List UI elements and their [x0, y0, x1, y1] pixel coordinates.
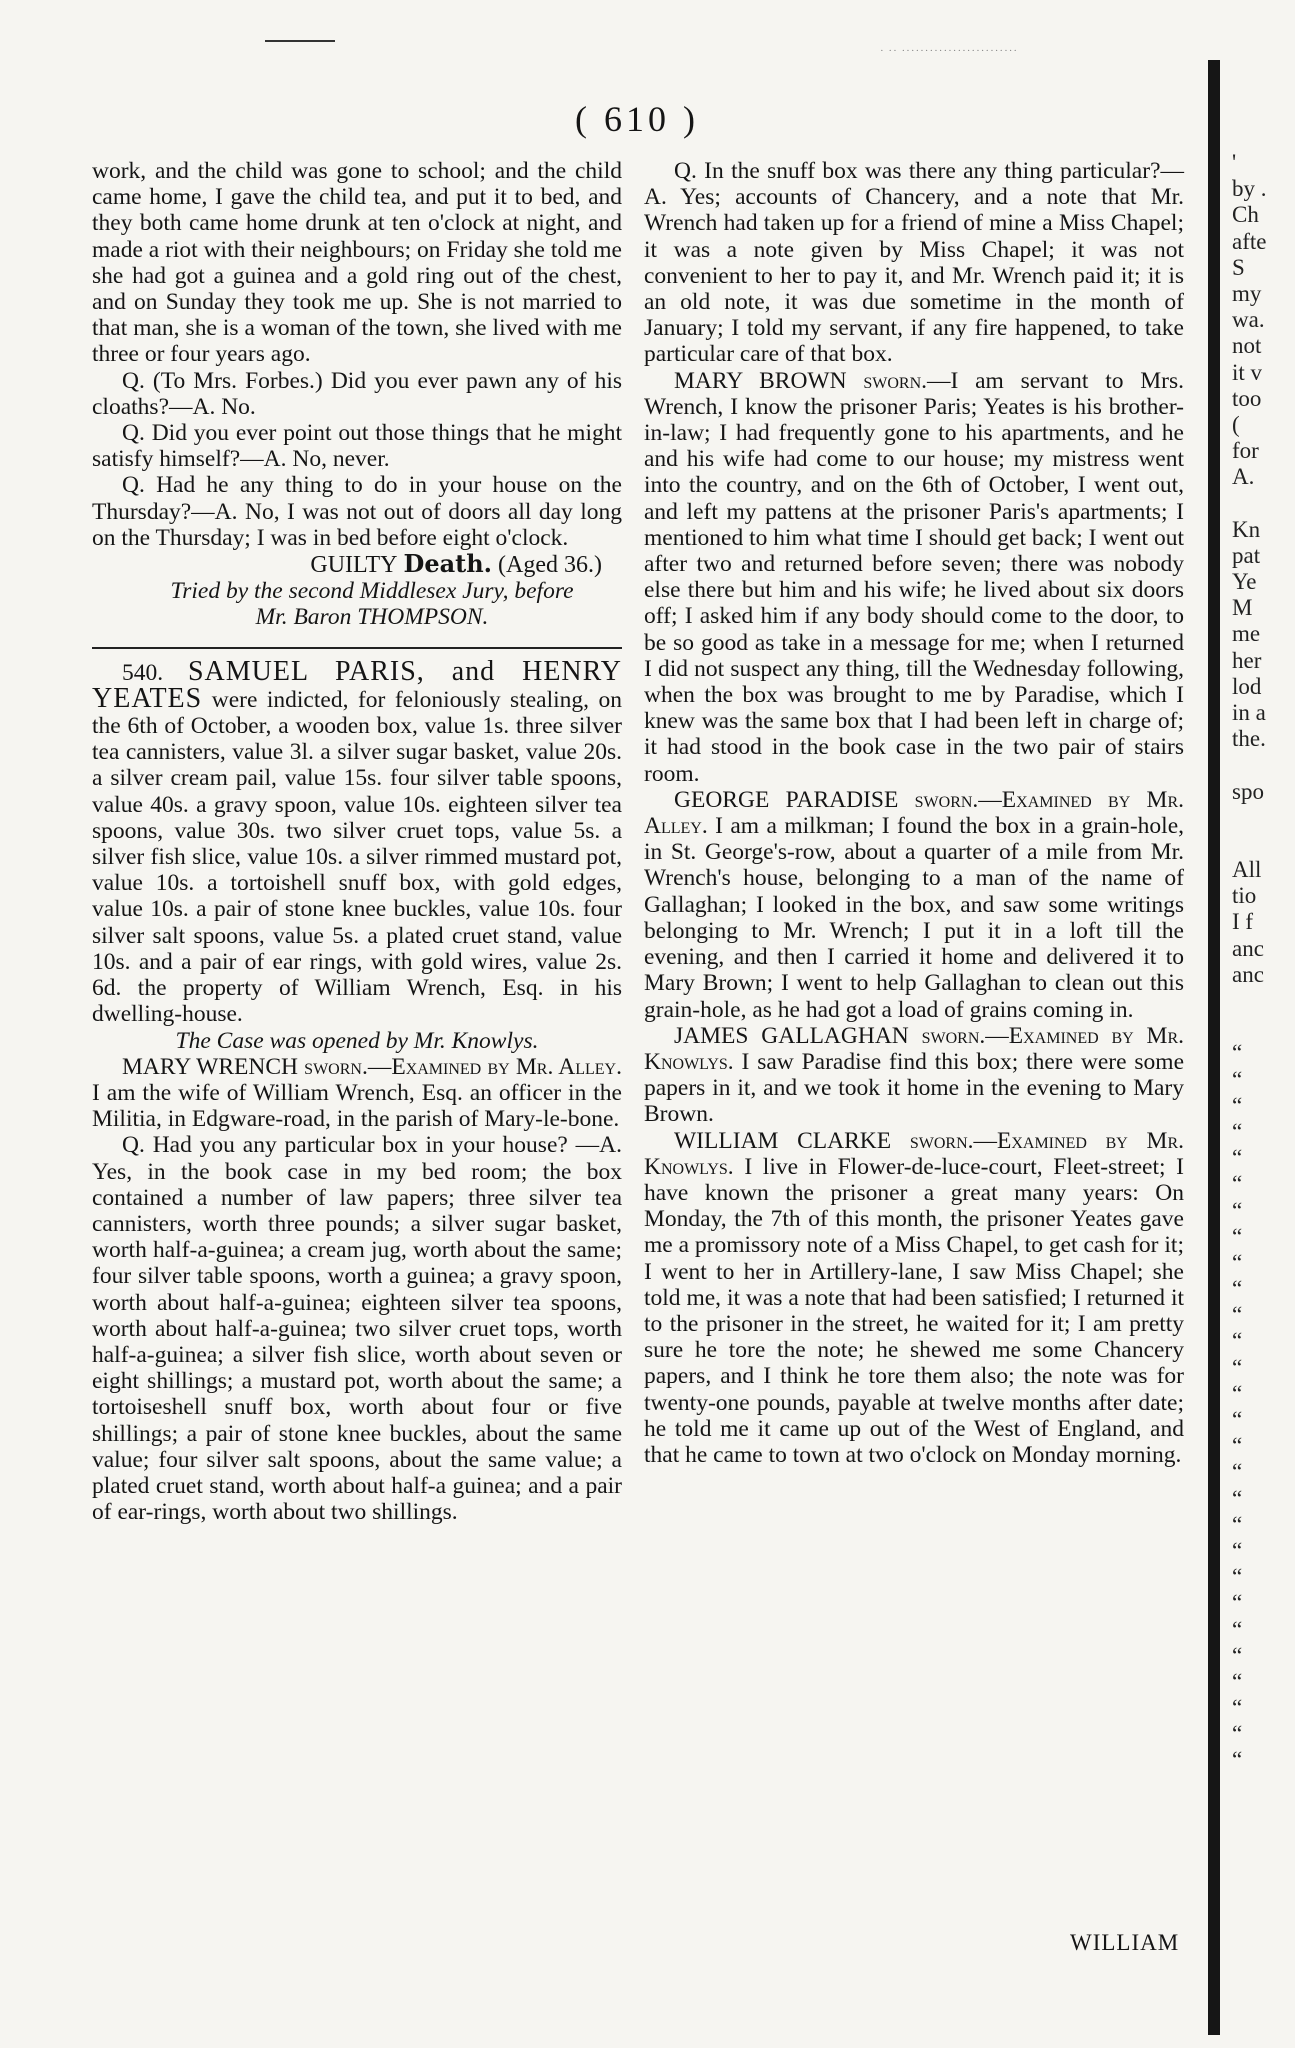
witness-paragraph	[644, 787, 1184, 1023]
defendant-names: SAMUEL PARIS, and HENRY YEATES	[92, 655, 622, 714]
fragment-line: Ye	[1232, 569, 1257, 594]
fragment-line	[1232, 805, 1295, 831]
adjacent-page-fragment	[1232, 150, 1295, 1774]
fragment-line: by .	[1232, 176, 1267, 202]
sentence: Death.	[403, 549, 493, 579]
fragment-line: '	[1232, 150, 1237, 175]
fragment-line: (	[1232, 411, 1240, 437]
fragment-line: me	[1232, 621, 1261, 647]
fragment-line: “	[1232, 1328, 1243, 1354]
fragment-line: “	[1232, 1564, 1243, 1590]
question-paragraph: Q. In the snuff box was there any thing particular?—A. Yes; accounts of Chancery, and a note that Mr. Wrench had taken up for a friend of mine a Miss Chapel; it was a note given by Miss Chapel; it was not convenient to her to pay it, and Mr. Wrench paid it; it is an old note, it was due sometime in the month of January; I told my servant, if any fire happened, to take particular care of that box.	[644, 158, 1184, 368]
witness-paragraph	[92, 1054, 622, 1133]
question-paragraph: Q. (To Mrs. Forbes.) Did you ever pawn any of his cloaths?—A. No.	[92, 367, 622, 420]
witness-heading: JAMES GALLAGHAN sworn.—Examined by Mr. Knowlys.	[644, 1022, 1184, 1075]
verdict-line	[92, 551, 602, 578]
fragment-line: “	[1232, 1066, 1243, 1092]
fragment-line: I f	[1232, 909, 1254, 935]
fragment-line: “	[1232, 1092, 1243, 1118]
fragment-line: “	[1232, 1721, 1243, 1747]
question-paragraph: Q. Did you ever point out those things that he might satisfy himself?—A. No, never.	[92, 420, 622, 473]
case-number: 540.	[122, 659, 164, 686]
witness-text: I am the wife of William Wrench, Esq. an officer in the Militia, in Edgware-road, in the parish of Mary-le-bone.	[92, 1079, 622, 1133]
fragment-line: “	[1232, 1511, 1243, 1537]
witness-text: I live in Flower-de-luce-court, Fleet-street; I have known the prisoner a great many years: On Monday, the 7th of this month, the prisoner Yeates gave me a promissory note of a Miss Chapel, to get cash for it; I went to her in Artillery-lane, I saw Miss Chapel; she told me, it was a note that had been satisfied; I returned it to the prisoner in the street, he waited for it; I am pretty sure he tore the note; he shewed me some Chancery papers, and I think he tore them also; the note was for twenty-one pounds, payable at twelve months after date; he told me it came up out of the West of England, and that he came to town at two o'clock on Monday morning.	[644, 1153, 1184, 1468]
fragment-line: pat	[1232, 542, 1261, 568]
fragment-line: not	[1232, 333, 1262, 359]
fragment-line: for	[1232, 438, 1259, 464]
fragment-line: it v	[1232, 359, 1263, 385]
fragment-line	[1232, 752, 1295, 778]
verdict: GUILTY	[310, 552, 398, 579]
fragment-line: “	[1232, 1459, 1243, 1485]
fragment-line: “	[1232, 1590, 1243, 1616]
witness-text: I saw Paradise find this box; there were some papers in it, and we took it home in the evening to Mary Brown.	[644, 1048, 1184, 1128]
witness-heading: WILLIAM CLARKE sworn.—Examined by Mr. Knowlys.	[644, 1127, 1184, 1180]
question-paragraph: Q. Had you any particular box in your house? —A. Yes, in the book case in my bed room; the box contained a number of law papers; three silver tea cannisters, worth three pounds; a silver sugar basket, worth half-a-guinea; a cream jug, worth about the same; four silver table spoons, worth a guinea; a gravy spoon, worth about half-a-guinea; eighteen silver tea spoons, worth about half-a-guinea; two silver cruet tops, worth half-a-guinea; a silver fish slice, worth about seven or eight shillings; a mustard pot, worth about the same; a tortoiseshell snuff box, worth about four or five shillings; a pair of stone knee buckles, about the same value; four silver salt spoons, about the same value; a plated cruet stand, worth about half-a guinea; and a pair of ear-rings, worth about two shillings.	[92, 1132, 622, 1526]
fragment-line: S	[1232, 254, 1245, 280]
witness-paragraph	[644, 1023, 1184, 1128]
top-rule	[265, 40, 335, 42]
fragment-line: “	[1232, 1302, 1243, 1328]
witness-text: I am a milkman; I found the box in a grain-hole, in St. George's-row, about a quarter of a mile from Mr. Wrench's house, belonging to a man of the name of Gallaghan; I looked in the box, and saw some writings belonging to Mr. Wrench; I put it in a loft till the evening, and then I carried it home and delivered it to Mary Brown; I went to help Gallaghan to clean out this grain-hole, as he had got a load of grains coming in.	[644, 813, 1184, 1023]
fragment-line: too	[1232, 385, 1262, 411]
witness-paragraph	[644, 368, 1184, 787]
scan-noise: · ·· ·························	[880, 45, 1019, 57]
indictment-text: were indicted, for feloniously stealing, on the 6th of October, a wooden box, value 1s. three silver tea cannisters, value 3l. a silver sugar basket, value 20s. a silver cream pail, value 15s. four silver table spoons, value 40s. a gravy spoon, value 10s. eighteen silver tea spoons, value 30s. two silver cruet tops, value 5s. a silver fish slice, value 10s. a silver rimmed mustard pot, value 10s. a tortoishell snuff box, with gold edges, value 10s. a pair of stone knee buckles, value 10s. four silver salt spoons, value 5s. a plated cruet stand, value 10s. and a pair of ear rings, with gold wires, value 2s. 6d. the property of William Wrench, Esq. in his dwelling-house.	[92, 686, 623, 1028]
fragment-line: “	[1232, 1695, 1243, 1721]
fragment-line: anc	[1232, 935, 1264, 961]
witness-heading: MARY WRENCH sworn.—Examined by Mr. Alley.	[122, 1053, 622, 1080]
fragment-line	[1232, 1014, 1295, 1040]
fragment-line: “	[1232, 1276, 1243, 1302]
fragment-line: Kn	[1232, 516, 1261, 542]
witness-paragraph	[644, 1128, 1184, 1469]
page-number: ( 610 )	[575, 99, 699, 139]
fragment-line: in a	[1232, 699, 1266, 725]
paragraph: work, and the child was gone to school; and the child came home, I gave the child tea, and put it to bed, and they both came home drunk at ten o'clock at night, and made a riot with their neighbours; on Friday she told me she had got a guinea and a gold ring out of the chest, and on Sunday they took me up. She is not married to that man, she is a woman of the town, she lived with me three or four years ago.	[92, 158, 622, 368]
page-gutter-shadow	[1208, 60, 1220, 2035]
fragment-line: “	[1232, 1642, 1243, 1668]
fragment-line: spo	[1232, 778, 1264, 804]
fragment-line: afte	[1232, 228, 1267, 254]
fragment-line: Ch	[1232, 202, 1259, 228]
case-opened-line: The Case was opened by Mr. Knowlys.	[175, 1027, 539, 1054]
fragment-line: “	[1232, 1145, 1243, 1171]
case-heading	[92, 655, 623, 1028]
fragment-line: my	[1232, 280, 1262, 306]
fragment-line: “	[1232, 1380, 1243, 1406]
fragment-line: “	[1232, 1197, 1243, 1223]
fragment-line: “	[1232, 1747, 1243, 1773]
fragment-line: “	[1232, 1118, 1243, 1144]
left-column	[92, 158, 622, 1525]
witness-heading: MARY BROWN sworn.	[674, 367, 928, 394]
fragment-line: the.	[1232, 726, 1266, 752]
witness-text: —I am servant to Mrs. Wrench, I know the prisoner Paris; Yeates is his brother-in-law; I had frequently gone to his apartments, and he and his wife had come to our house; my mistress went into the country, and on the 6th of October, I went out, and left my pattens at the prisoner Paris's apartments; I mentioned to him what time I should get back; I went out after two and returned before seven; there was nobody else there but him and his wife; he lived about six doors off; I asked him if any body should come to the door, to be so good as take in a message for me; when I returned I did not suspect any thing, till the Wednesday following, when the box was brought to me by Paradise, which I knew was the same box that I had been left in charge of; it had stood in the book case in the two pair of stairs room.	[644, 367, 1184, 787]
fragment-line	[1232, 988, 1295, 1014]
question-paragraph: Q. Had he any thing to do in your house on the Thursday?—A. No, I was not out of doors all day long on the Thursday; I was in bed before eight o'clock.	[92, 472, 622, 551]
fragment-line: M	[1232, 595, 1253, 621]
fragment-line	[1232, 831, 1295, 857]
fragment-line: “	[1232, 1616, 1243, 1642]
fragment-line: “	[1232, 1354, 1243, 1380]
fragment-line: “	[1232, 1249, 1243, 1275]
fragment-line: lod	[1232, 673, 1262, 699]
fragment-line: “	[1232, 1537, 1243, 1563]
fragment-line: anc	[1232, 961, 1264, 987]
section-divider	[92, 647, 622, 649]
fragment-line	[1232, 490, 1295, 516]
catchword: WILLIAM	[1070, 1930, 1180, 1955]
fragment-line: “	[1232, 1040, 1243, 1066]
fragment-line: “	[1232, 1485, 1243, 1511]
tried-line-2: Mr. Baron THOMPSON.	[255, 604, 489, 631]
fragment-line: A.	[1232, 464, 1255, 490]
tried-line-1: Tried by the second Middlesex Jury, before	[170, 578, 574, 605]
fragment-line: “	[1232, 1433, 1243, 1459]
fragment-line: “	[1232, 1407, 1243, 1432]
fragment-line: her	[1232, 647, 1262, 673]
fragment-line: “	[1232, 1171, 1243, 1197]
age: (Aged 36.)	[498, 552, 602, 579]
witness-heading: GEORGE PARADISE sworn.—Examined by Mr. Alley.	[644, 786, 1184, 840]
fragment-line: “	[1232, 1223, 1243, 1249]
fragment-line: “	[1232, 1668, 1243, 1694]
fragment-line: tio	[1232, 883, 1257, 909]
fragment-line: All	[1232, 857, 1262, 883]
middle-column	[644, 158, 1184, 1468]
fragment-line: wa.	[1232, 307, 1265, 333]
